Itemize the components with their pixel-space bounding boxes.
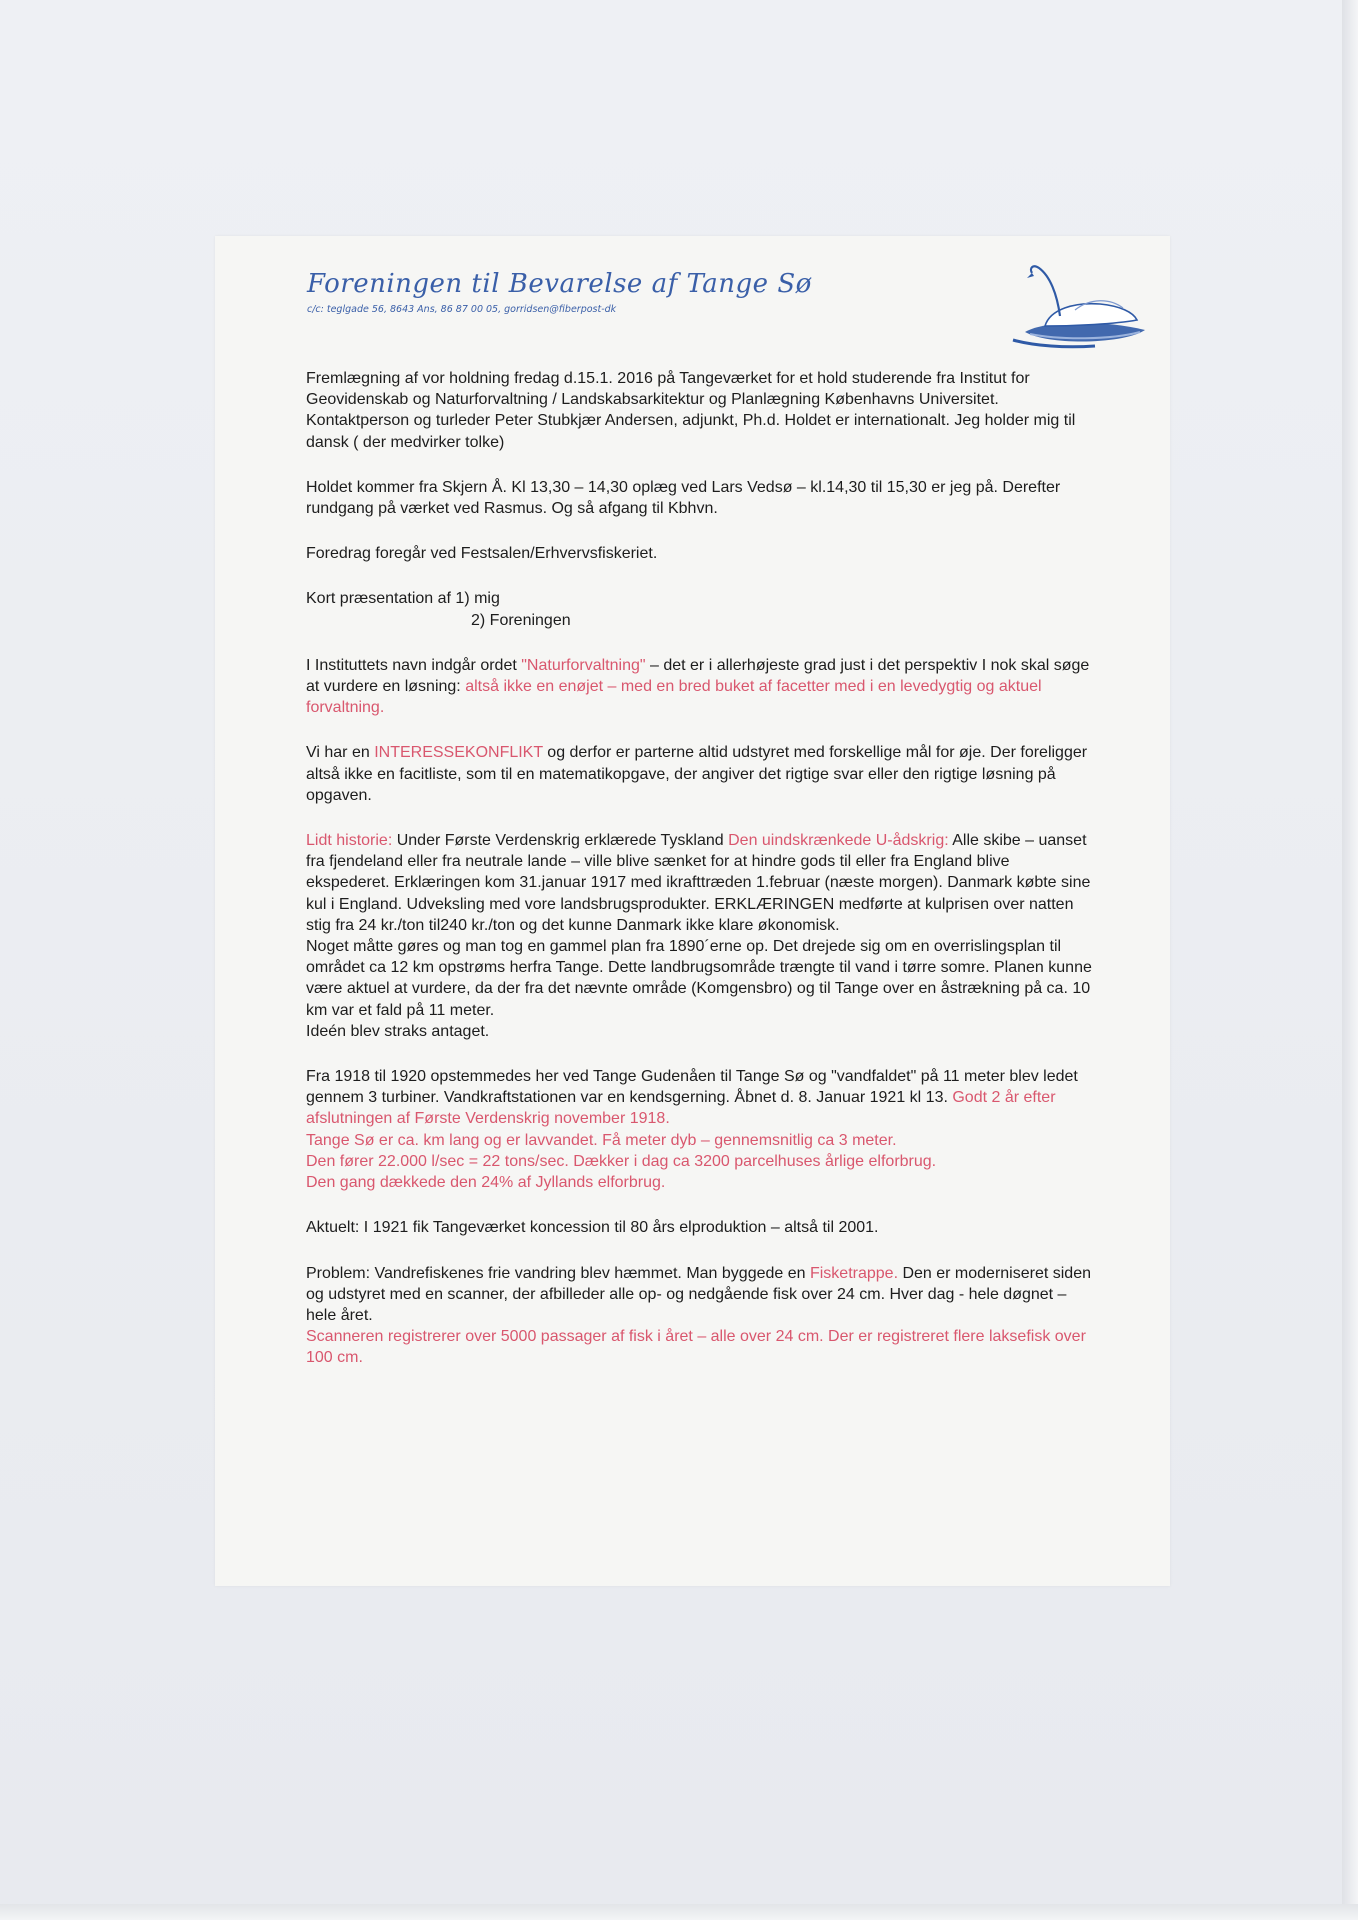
- highlight-text: Fisketrappe.: [809, 1264, 899, 1282]
- organization-address: c/c: teglgade 56, 8643 Ans, 86 87 00 05, gorridsen@fiberpost-dk: [307, 304, 617, 315]
- highlight-text: Den fører 22.000 l/sec = 22 tons/sec. Dækker i dag ca 3200 parcelhuses årlige elforbrug.: [306, 1152, 937, 1170]
- text-segment: Den er moderniseret siden og udstyret med en scanner, der afbilleder alle op- og nedgående fisk over 24 cm. Hver dag - hele døgnet – hele året.: [306, 1264, 1091, 1324]
- highlight-text: Den uindskrænkede U-ådskrig:: [728, 832, 949, 850]
- highlight-text: "Naturforvaltning": [521, 656, 646, 674]
- text-segment: og derfor er parterne altid udstyret med forskellige mål for øje. Der foreligger altså ikke en facitliste, som til en matematikopgave, der angiver det rigtige svar eller den rigtige løsning på opgaven.: [306, 744, 1088, 804]
- text-segment: Fra 1918 til 1920 opstemmedes her ved Tange Gudenåen til Tange Sø og "vandfaldet" på 11 meter blev ledet gennem 3 turbiner. Vandkraftstationen var en kendsgerning. Åbnet d. 8. Januar 1921 kl 13.: [306, 1068, 1078, 1107]
- text-segment: Problem: Vandrefiskenes frie vandring blev hæmmet. Man byggede en: [306, 1264, 810, 1282]
- document-body: [306, 368, 1096, 1393]
- highlight-text: Scanneren registrerer over 5000 passager af fisk i året – alle over 24 cm. Der er registreret flere laksefisk over 100 cm.: [306, 1328, 1086, 1367]
- scan-bottom-edge: [0, 1904, 1358, 1920]
- document-page: [215, 236, 1170, 1586]
- highlight-text: Lidt historie:: [306, 832, 393, 850]
- paragraph-construction: [306, 1066, 1096, 1193]
- paragraph-naturforvaltning: [306, 655, 1096, 719]
- highlight-text: Godt 2 år efter afslutningen af Første Verdenskrig november 1918.: [306, 1089, 1056, 1128]
- text-segment: Under Første Verdenskrig erklærede Tyskland: [392, 832, 729, 850]
- highlight-text: Den gang dækkede den 24% af Jyllands elforbrug.: [306, 1174, 666, 1192]
- text-segment: I Instituttets navn indgår ordet: [306, 656, 522, 674]
- presentation-line-2: 2) Foreningen: [471, 611, 571, 629]
- paragraph-problem: [306, 1263, 1096, 1369]
- letterhead: [307, 269, 1087, 315]
- text-segment: Ideén blev straks antaget.: [306, 1022, 490, 1040]
- highlight-text: altså ikke en enøjet – med en bred buket af facetter med i en levedygtig og aktuel forvaltning.: [306, 678, 1042, 717]
- text-segment: Vi har en: [306, 744, 375, 762]
- highlight-text: INTERESSEKONFLIKT: [374, 744, 543, 762]
- organization-name: Foreningen til Bevarelse af Tange Sø: [307, 269, 812, 299]
- highlight-text: Tange Sø er ca. km lang og er lavvandet. Få meter dyb – gennemsnitlig ca 3 meter.: [306, 1131, 897, 1149]
- paragraph-concession: Aktuelt: I 1921 fik Tangeværket koncession til 80 års elproduktion – altså til 2001.: [306, 1219, 879, 1237]
- swan-icon: [1005, 254, 1150, 349]
- text-segment: – det er i allerhøjeste grad just i det perspektiv I nok skal søge at vurdere en løsning:: [306, 656, 1090, 696]
- presentation-line-1: Kort præsentation af 1) mig: [306, 590, 500, 608]
- paragraph-schedule: Holdet kommer fra Skjern Å. Kl 13,30 – 14,30 oplæg ved Lars Vedsø – kl.14,30 til 15,30 er jeg på. Derefter rundgang på værket ved Rasmus. Og så afgang til Kbhvn.: [306, 478, 1061, 518]
- paragraph-interessekonflikt: [306, 742, 1096, 806]
- text-segment: Alle skibe – uanset fra fjendeland eller fra neutrale lande – ville blive sænket for at hindre gods til eller fra England blive ekspederet. Erklæringen kom 31.januar 1917 med ikrafttræden 1.februar (næste morgen). Danmark købte sine kul i England. Udveksling med vore landsbrugsprodukter. ERKLÆRINGEN medførte at kulprisen over natten stig fra 24 kr./ton til240 kr./ton og det kunne Danmark ikke klare økonomisk.: [306, 832, 1091, 934]
- paragraph-history: [306, 830, 1096, 1042]
- paragraph-intro: Fremlægning af vor holdning fredag d.15.1. 2016 på Tangeværket for et hold studerende fra Institut for Geovidenskab og Naturforvaltning / Landskabsarkitektur og Planlægning Københavns Universitet. Kontaktperson og turleder Peter Stubkjær Andersen, adjunkt, Ph.d. Holdet er internationalt. Jeg holder mig til dansk ( der medvirker tolke): [306, 370, 1076, 451]
- text-segment: Noget måtte gøres og man tog en gammel plan fra 1890´erne op. Det drejede sig om en overrislingsplan til området ca 12 km opstrøms herfra Tange. Dette landbrugsområde trængte til vand i tørre somre. Planen kunne være aktuel at vurdere, da der fra det nævnte område (Komgensbro) og til Tange over en åstrækning på ca. 10 km var et fald på 11 meter.: [306, 938, 1092, 1019]
- paragraph-venue: Foredrag foregår ved Festsalen/Erhvervsfiskeriet.: [306, 545, 658, 563]
- paragraph-presentation: [306, 588, 1096, 630]
- scan-edge: [1342, 0, 1358, 1920]
